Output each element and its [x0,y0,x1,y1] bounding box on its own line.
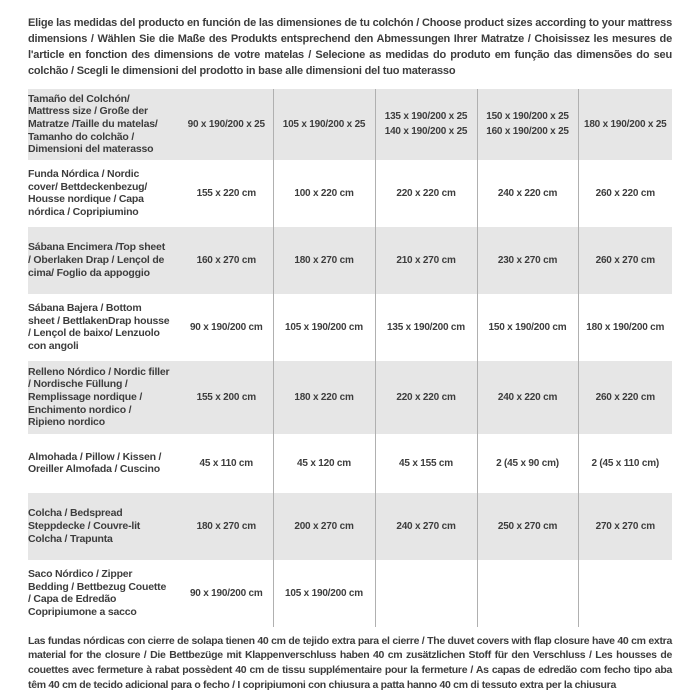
size-cell [375,560,477,627]
size-cell: 90 x 190/200 cm [189,321,263,333]
size-cell: 200 x 270 cm [273,493,375,560]
size-cell: 45 x 155 cm [375,434,477,493]
size-cell: 260 x 220 cm [578,160,672,227]
row-label: Relleno Nórdico / Nordic filler / Nordische Füllung / Remplissage nordique / Enchimento nordico / Ripieno nordico [28,361,180,434]
size-cell: 2 (45 x 110 cm) [578,434,672,493]
size-cell: 150 x 190/200 cm [477,294,578,361]
size-cell [477,560,578,627]
size-cell: 135 x 190/200 x 25 140 x 190/200 x 25 [375,89,477,160]
row-label: Sábana Bajera / Bottom sheet / BettlakenDrap housse / Lençol de baixo/ Lenzuolo con angoli [28,302,170,352]
size-table [28,89,672,627]
size-cell: 230 x 270 cm [477,227,578,294]
size-cell: 105 x 190/200 cm [273,294,375,361]
size-cell: 260 x 270 cm [578,227,672,294]
size-cell: 220 x 220 cm [375,160,477,227]
size-cell: 180 x 190/200 cm [578,294,672,361]
size-cell: 155 x 200 cm [180,361,273,434]
table-row [28,227,672,294]
size-cell: 135 x 190/200 cm [375,294,477,361]
size-cell: 270 x 270 cm [578,493,672,560]
table-row [28,560,672,627]
size-cell: 210 x 270 cm [375,227,477,294]
row-label: Tamaño del Colchón/ Mattress size / Große der Matratze /Taille du matelas/ Tamanho do colchão / Dimensioni del materasso [28,89,180,160]
size-cell: 260 x 220 cm [578,361,672,434]
table-row [28,294,672,361]
intro-text: Elige las medidas del producto en función de las dimensiones de tu colchón / Choose product sizes according to your mattress dimensions / Wählen Sie die Maße des Produkts entsprechend den Abmessungen Ihrer Matratze / Choisissez les mesures de l'article en fonction des dimensions de votre matelas / Selecione as medidas do produto em função das dimensões do seu colchão / Scegli le dimensioni del prodotto in base alle dimensioni del tuo materasso [28,17,672,77]
table-row [28,160,672,227]
row-label: Colcha / Bedspread Steppdecke / Couvre-lit Colcha / Trapunta [28,493,180,560]
size-cell: 90 x 190/200 x 25 [180,89,273,160]
size-cell: 105 x 190/200 cm [273,560,375,627]
table-row [28,493,672,560]
size-cell: 240 x 220 cm [477,160,578,227]
table-row [28,89,672,160]
size-cell: 105 x 190/200 x 25 [273,89,375,160]
row-label: Almohada / Pillow / Kissen / Oreiller Almofada / Cuscino [28,450,162,476]
size-cell: 100 x 220 cm [273,160,375,227]
row-label: Sábana Encimera /Top sheet / Oberlaken Drap / Lençol de cima/ Foglio da appoggio [28,227,180,294]
size-table-body [28,89,672,627]
size-cell: 180 x 220 cm [273,361,375,434]
size-cell: 155 x 220 cm [196,187,256,199]
size-cell: 180 x 190/200 x 25 [578,89,672,160]
size-cell: 2 (45 x 90 cm) [477,434,578,493]
size-cell: 240 x 220 cm [477,361,578,434]
size-cell: 250 x 270 cm [477,493,578,560]
size-cell: 220 x 220 cm [375,361,477,434]
row-label: Funda Nórdica / Nordic cover/ Bettdeckenbezug/ Housse nordique / Capa nórdica / Copripiumino [28,168,148,218]
size-cell: 160 x 270 cm [180,227,273,294]
size-cell: 180 x 270 cm [180,493,273,560]
size-cell: 45 x 120 cm [273,434,375,493]
table-row [28,434,672,493]
size-cell: 240 x 270 cm [375,493,477,560]
table-row [28,361,672,434]
size-cell: 90 x 190/200 cm [189,587,263,599]
size-cell: 180 x 270 cm [273,227,375,294]
footnote-text: Las fundas nórdicas con cierre de solapa tienen 40 cm de tejido extra para el cierre / The duvet covers with flap closure have 40 cm extra material for the closure / Die Bettbezüge mit Klappenverschluss haben 40 cm zusätzlichen Stoff für den Verschluss / Les housses de couettes avec fermeture à rabat possèdent 40 cm de tissu supplémentaire pour la fermeture / As capas de edredão com fecho tipo aba têm 40 cm de tecido adicional para o fecho / I copripiumoni con chiusura a patta hanno 40 cm di tessuto extra per la chiusura [28,634,672,691]
size-cell: 45 x 110 cm [199,457,253,469]
size-cell [578,560,672,627]
row-label: Saco Nórdico / Zipper Bedding / Bettbezug Couette / Capa de Edredão Copripiumone a sacco [28,568,167,618]
size-cell: 150 x 190/200 x 25 160 x 190/200 x 25 [477,89,578,160]
